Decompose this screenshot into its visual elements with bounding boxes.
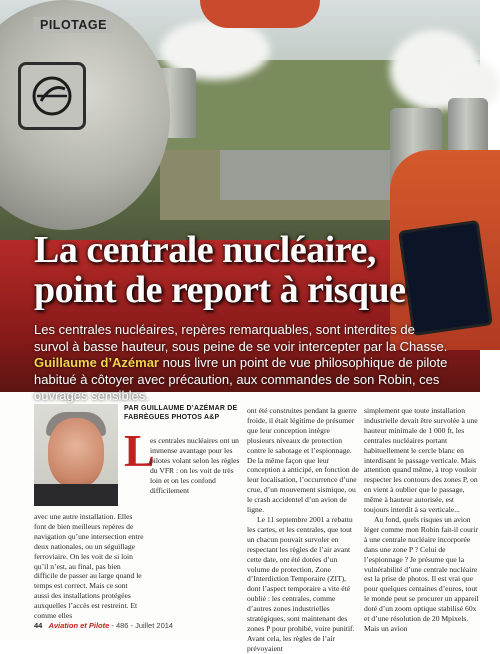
title-line: La centrale nucléaire, <box>34 229 376 271</box>
page-number: 44 <box>34 621 43 630</box>
cooling-tower <box>448 98 488 158</box>
article-title <box>34 230 444 310</box>
body-paragraph: Au fond, quels risques un avion léger comme mon Robin fait-il courir à une centrale nucléaire incorporée dans une zone P ? Celui de l’espionnage ? Je présume que la vulnérabilité d’une centrale nucléaire est la prise de photos. Il est vrai que pour quelques centaines d’euros, tout le monde peut se procurer un appareil doté d’un zoom optique stabilisé 60x et d’une résolution de 20 Mpixels. Mais un avion <box>364 514 479 633</box>
aircraft-cowl <box>200 0 320 28</box>
author-portrait <box>34 404 118 506</box>
page-footer <box>34 621 173 630</box>
lead-author: Guillaume d’Azémar <box>34 355 159 370</box>
body-paragraph: avec une autre installation. Elles font de bien meilleurs repères de navigation qu’une intersection entre deux nationales, ou un séguillage ferroviaire. On les voit de si loin qu’il n’est, au final, pas bien difficile de passer au large quand le temps est correct. Mais ce sont aussi des installations protégées auxquelles l’accès est restreint. Et comme elles <box>34 512 144 621</box>
helmet-logo-icon <box>18 62 86 130</box>
article-lead <box>34 322 452 405</box>
portrait-face <box>48 418 104 488</box>
body-paragraph: ont été construites pendant la guerre froide, il était légitime de présumer que leur conception intègre plusieurs niveaux de protection contre le sabotage et l’espionnage. De la même façon que leur conception a anticipé, en fonction de leur localisation, l’occurrence d’une crue, d’un mouvement sismique, ou le crash accidentel d’un avion de ligne. <box>247 406 359 515</box>
magazine-name: Aviation et Pilote <box>48 621 110 630</box>
body-paragraph: simplement que toute installation industrielle devait être survolée à une hauteur minimale de 1 000 ft, les centrales nucléaires portant habituellement le cercle blanc en interdisant le passage verticale. Mais attention quand même, à trop vouloir respecter les contours des zones P, on en vient à oublier que le passage, même à hauteur autorisée, est toujours interdit à sa verticale... <box>364 406 478 515</box>
body-column-2 <box>247 406 359 654</box>
portrait-shirt <box>34 484 118 506</box>
title-line: point de report à risque <box>34 269 406 311</box>
issue-info: - 486 - Juillet 2014 <box>111 621 174 630</box>
body-column-3 <box>364 406 480 634</box>
byline: PAR GUILLAUME D’AZÉMAR DE FABRÈGUES PHOTOS A&P <box>124 405 238 421</box>
drop-cap: L <box>124 425 155 476</box>
section-tag: PILOTAGE <box>34 17 113 33</box>
body-column-1-bottom <box>34 512 144 621</box>
lead-text: Les centrales nucléaires, repères remarquables, sont interdites de survol à basse hauteur, sous peine de se voir intercepter par la Chasse. <box>34 322 448 354</box>
body-paragraph: es centrales nucléaires ont un immense avantage pour les pilotes volant selon les règles du VFR : on les voit de très loin et on les confond difficilement <box>150 436 240 495</box>
lead-text: nous livre un point de vue philosophique de pilote habitué à côtoyer avec précaution, aux commandes de son Robin, ces ouvrages sensibles. <box>34 355 448 403</box>
body-paragraph: Le 11 septembre 2001 a rebattu les cartes, et les centrales, que tout un chacun pouvait survoler en respectant les règles de l’air avant cette date, ont été dotées d’un volume de protection, Zone d’Interdiction Temporaire (ZIT), dont l’aspect temporaire a vite été oublié : les centrales, comme d’autres zones industrielles stratégiques, sont maintenant des zones P pour prohibé, voire punitif. Avant cela, les règles de l’air prévoyaient <box>247 514 355 653</box>
body-column-1-top <box>150 436 242 495</box>
